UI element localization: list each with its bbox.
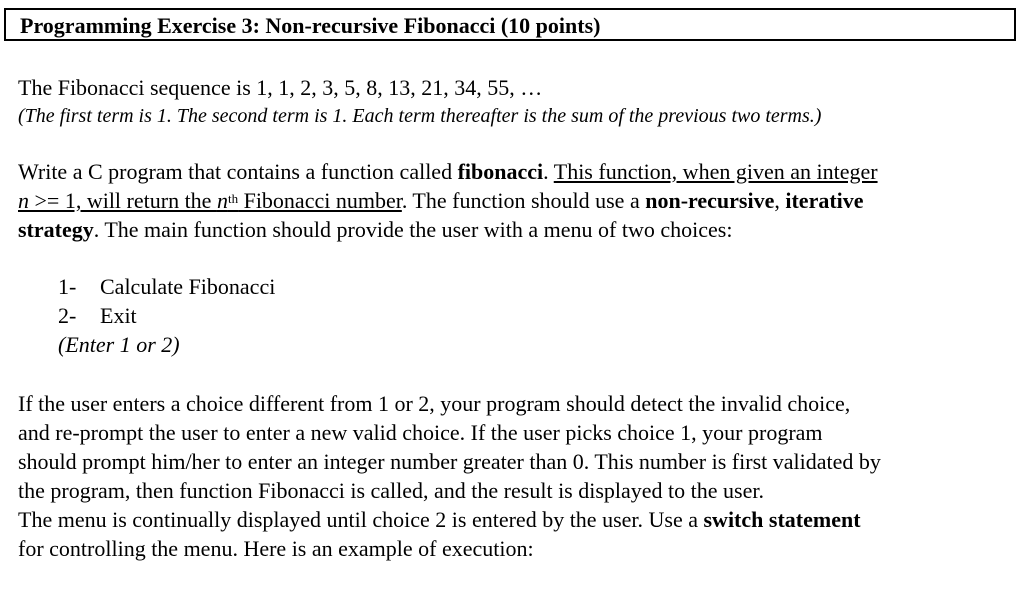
p1-text-c: . <box>543 159 554 184</box>
menu-item-label: Exit <box>100 303 137 328</box>
p2-text-h: , <box>774 188 786 213</box>
paragraph2-line3 <box>18 448 881 476</box>
menu-item-1 <box>58 273 275 301</box>
p2-text-f: . The function should use a <box>401 188 646 213</box>
paragraph2-line6 <box>18 535 534 563</box>
p2-line5-text: The menu is continually displayed until choice 2 is entered by the user. Use a <box>18 507 704 532</box>
p2-line4-text: the program, then function Fibonacci is called, and the result is displayed to the user. <box>18 478 764 503</box>
menu-item-label: Calculate Fibonacci <box>100 274 276 299</box>
paragraph2-line4 <box>18 477 764 505</box>
p2-line3-text: should prompt him/her to enter an integer number greater than 0. This number is first validated by <box>18 449 881 474</box>
menu-item-number: 1- <box>58 274 77 299</box>
p3-bold-strategy: strategy <box>18 217 94 242</box>
sequence-text: The Fibonacci sequence is 1, 1, 2, 3, 5, 8, 13, 21, 34, 55, … <box>18 75 543 100</box>
sequence-line <box>18 74 542 102</box>
p2-underlined-group <box>18 188 402 213</box>
p2-text-e: Fibonacci number <box>238 188 402 213</box>
p2-n-var-2: n <box>216 188 228 213</box>
p1-underlined-text: This function, when given an integer <box>553 159 878 184</box>
p2-text-b: >= 1, will return the <box>29 188 217 213</box>
p2-bold-nonrecursive: non-recursive <box>645 188 775 213</box>
p2-n-var: n <box>18 188 29 213</box>
paragraph2-line1 <box>18 390 850 418</box>
menu-item-number: 2- <box>58 303 77 328</box>
p2-line6-text: for controlling the menu. Here is an example of execution: <box>18 536 534 561</box>
page-title: Programming Exercise 3: Non-recursive Fibonacci (10 points) <box>20 13 601 38</box>
paragraph1-line1 <box>18 158 878 186</box>
paragraph2-line2 <box>18 419 823 447</box>
paragraph1-line3 <box>18 216 732 244</box>
menu-item-2 <box>58 302 137 330</box>
menu-hint-text: (Enter 1 or 2) <box>58 332 180 357</box>
p2-line2-text: and re-prompt the user to enter a new valid choice. If the user picks choice 1, your program <box>18 420 823 445</box>
p2-line1-text: If the user enters a choice different from 1 or 2, your program should detect the invalid choice, <box>18 391 851 416</box>
p1-text-a: Write a C program that contains a function called <box>18 159 458 184</box>
title-box <box>4 8 1016 41</box>
menu-hint <box>58 331 180 359</box>
p1-function-name: fibonacci <box>457 159 544 184</box>
paragraph2-line5 <box>18 506 861 534</box>
p2-bold-iterative: iterative <box>785 188 864 213</box>
paragraph1-line2 <box>18 187 864 215</box>
p3-text-b: . The main function should provide the user with a menu of two choices: <box>93 217 733 242</box>
p2-bold-switch: switch statement <box>703 507 861 532</box>
sequence-note-text: (The first term is 1. The second term is 1. Each term thereafter is the sum of the previous two terms.) <box>18 105 822 127</box>
sequence-note <box>18 102 821 130</box>
p2-superscript: th <box>227 191 239 206</box>
